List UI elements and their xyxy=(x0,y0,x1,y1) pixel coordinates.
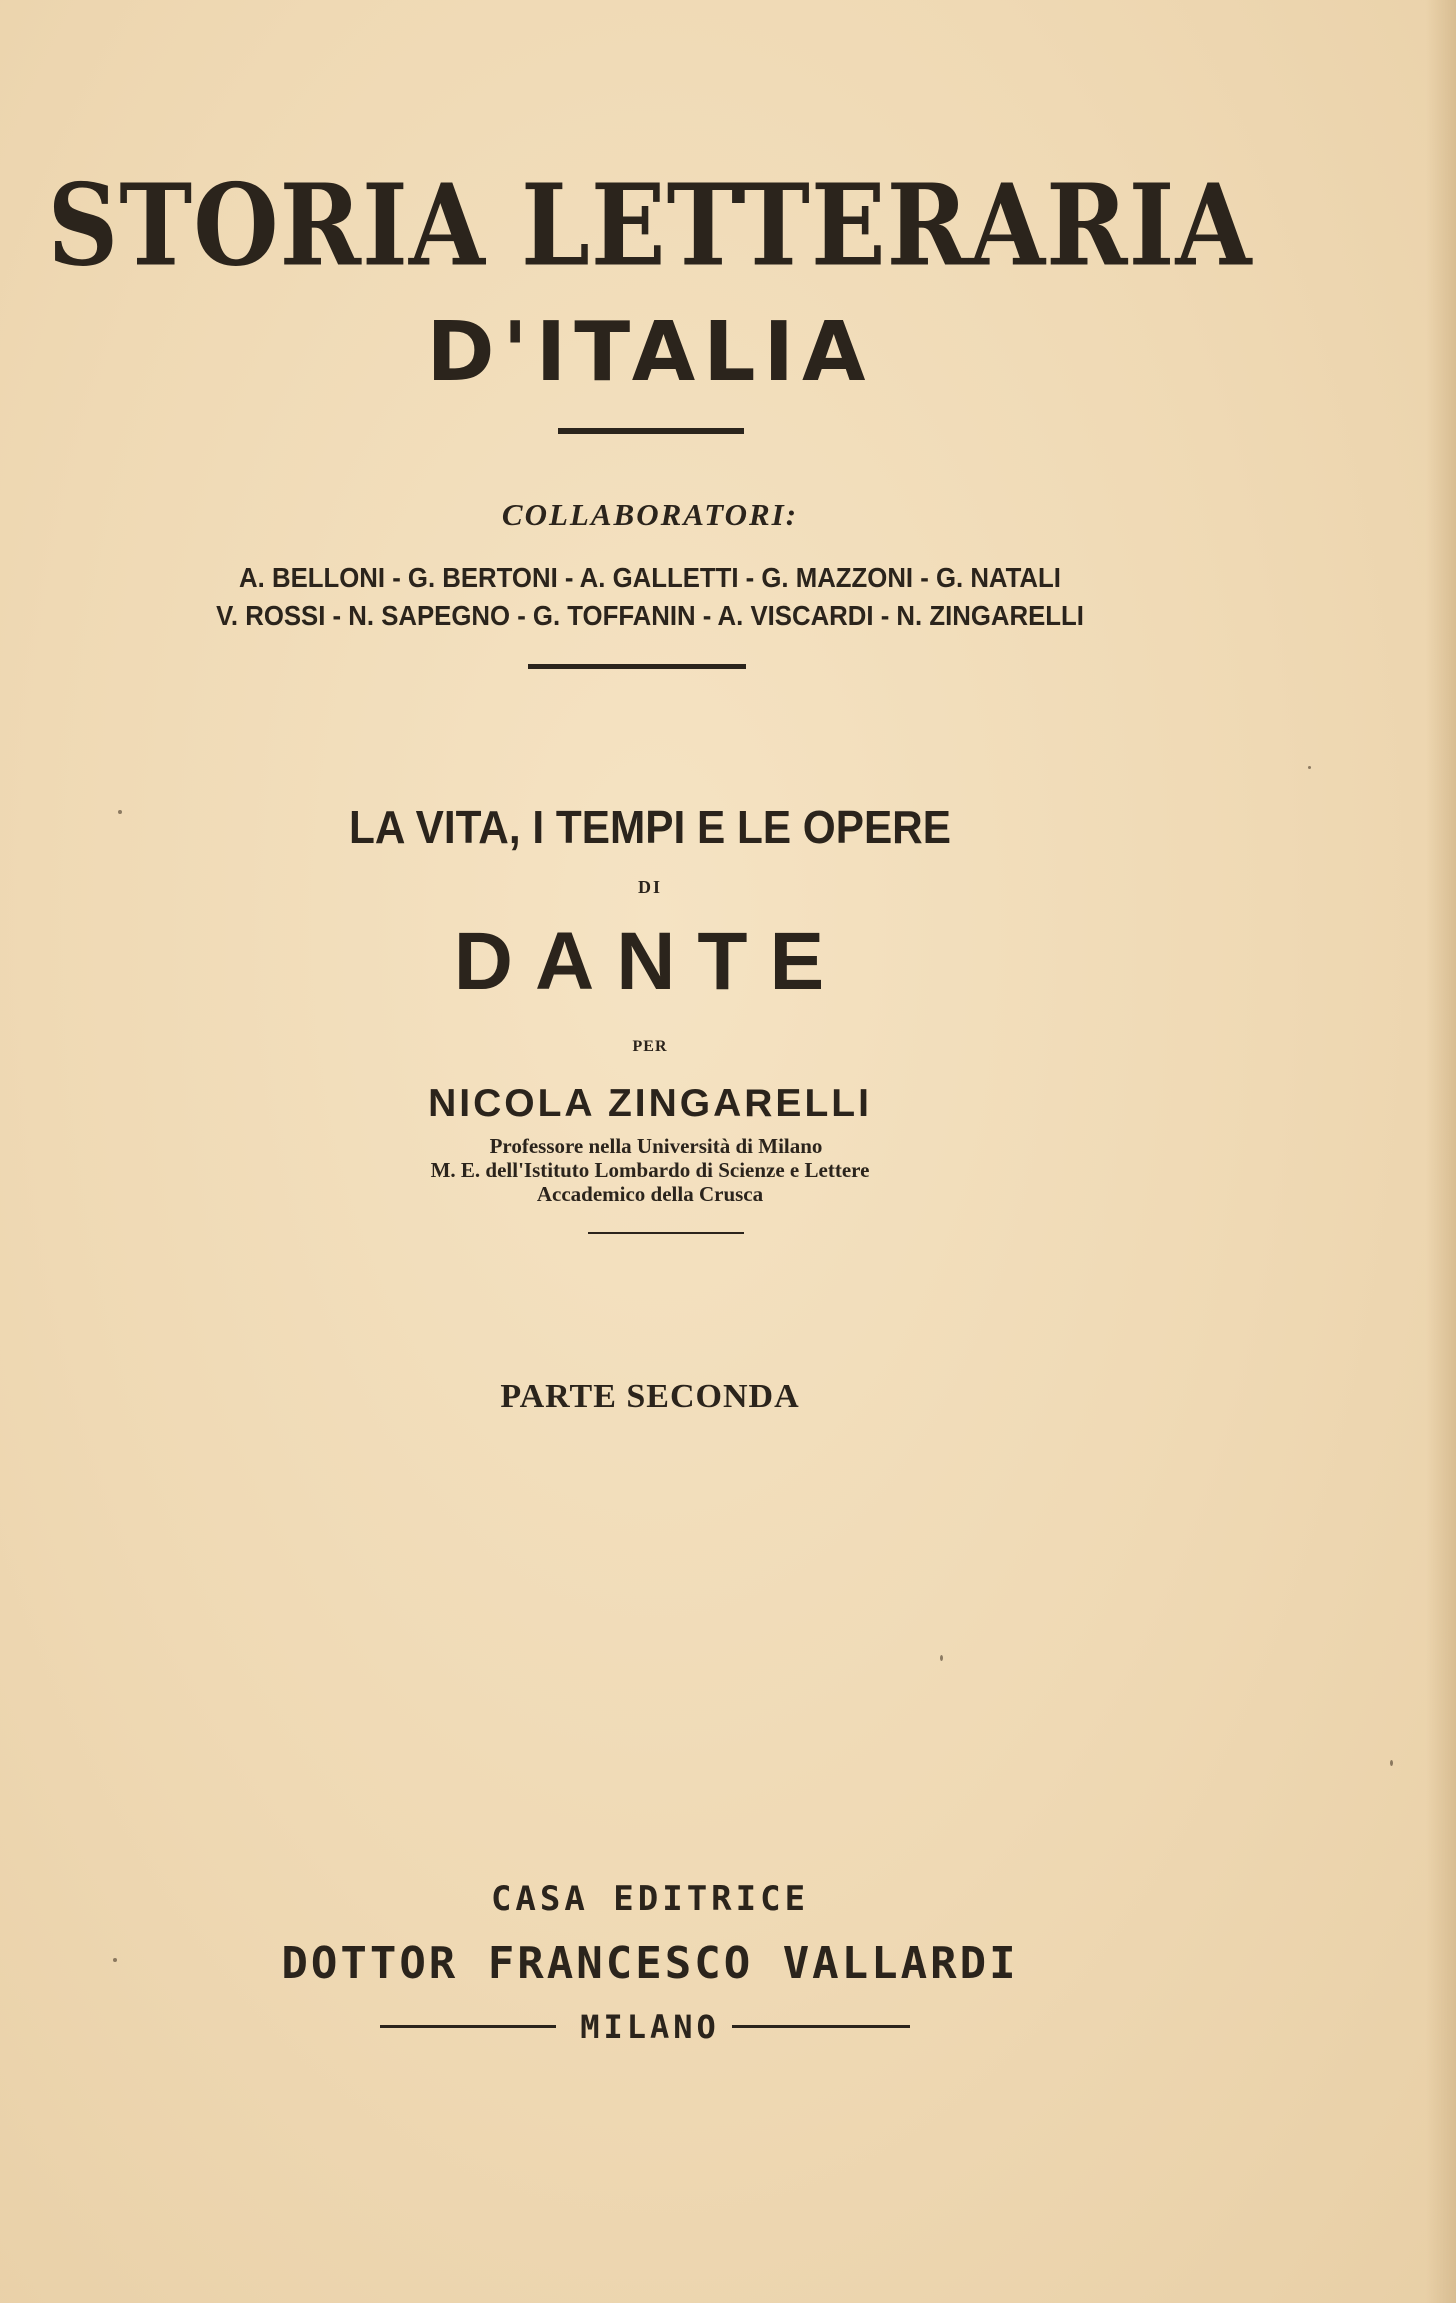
collaborators-line-1: A. BELLONI - G. BERTONI - A. GALLETTI - G. MAZZONI - G. NATALI xyxy=(239,562,1061,593)
part-label: PARTE SECONDA xyxy=(500,1378,800,1415)
city-rule-right xyxy=(732,2025,910,2028)
work-subject: DANTE xyxy=(453,916,847,1007)
publisher-name: DOTTOR FRANCESCO VALLARDI xyxy=(281,1938,1019,1989)
publisher-house-label: CASA EDITRICE xyxy=(490,1879,810,1919)
collaborators-rule xyxy=(528,664,746,669)
author-credential-1: Professore nella Università di Milano xyxy=(489,1134,823,1158)
paper-speck xyxy=(118,810,122,814)
author-rule xyxy=(588,1232,744,1234)
author-name: NICOLA ZINGARELLI xyxy=(428,1082,872,1125)
collaborators-line-2: V. ROSSI - N. SAPEGNO - G. TOFFANIN - A. VISCARDI - N. ZINGARELLI xyxy=(216,600,1084,631)
work-per: PER xyxy=(632,1038,668,1055)
paper-speck xyxy=(1308,766,1311,769)
series-title-line-1: STORIA LETTERARIA xyxy=(47,160,1253,293)
publisher-city: MILANO xyxy=(580,2008,720,2046)
author-credential-2: M. E. dell'Istituto Lombardo di Scienze e Lettere xyxy=(430,1158,870,1182)
collaborators-label: COLLABORATORI: xyxy=(501,497,799,532)
series-title-line-2: D'ITALIA xyxy=(426,305,874,400)
page-edge-shadow xyxy=(1426,0,1456,2303)
paper-speck xyxy=(940,1655,943,1661)
paper-speck xyxy=(1390,1760,1393,1766)
work-di: DI xyxy=(637,877,662,897)
author-credential-3: Accademico della Crusca xyxy=(536,1182,764,1206)
title-rule xyxy=(558,428,744,434)
work-subtitle: LA VITA, I TEMPI E LE OPERE xyxy=(349,801,951,853)
paper-speck xyxy=(113,1958,117,1962)
